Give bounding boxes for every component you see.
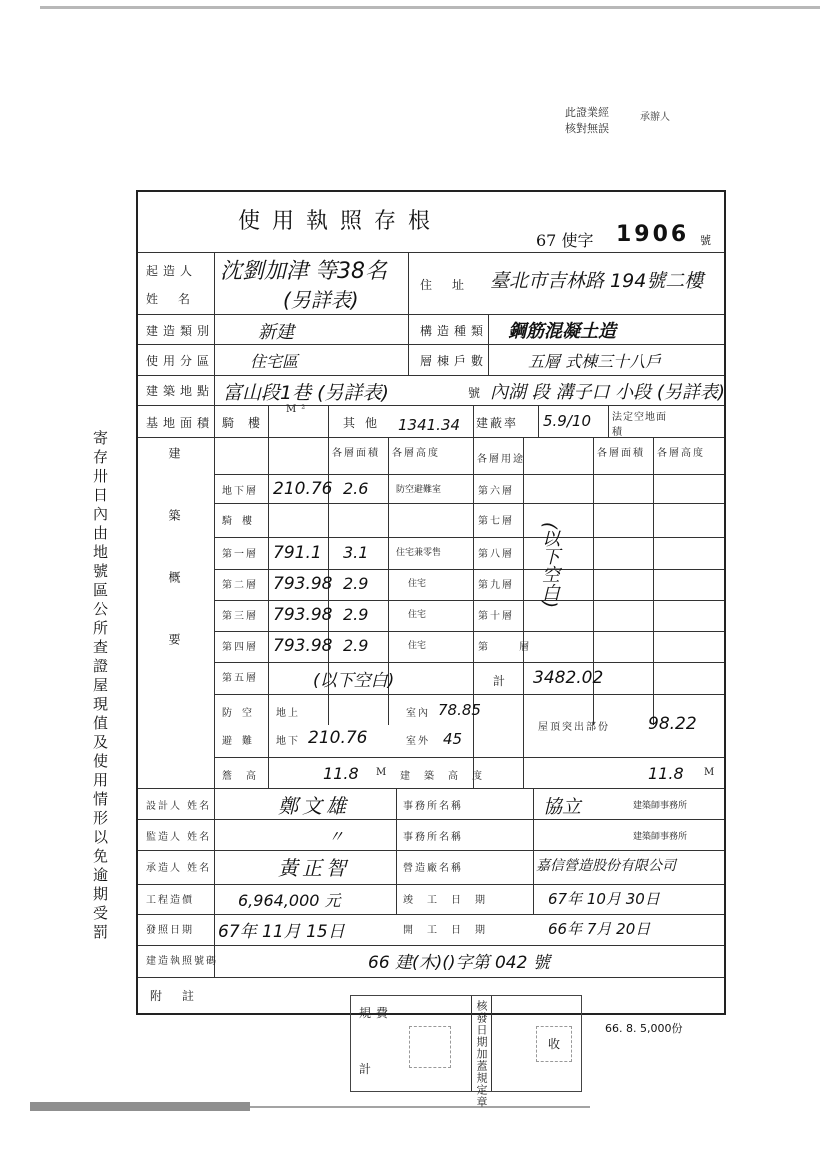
designer-value: 鄭文雄 [278,794,350,818]
floor-0-name: 地下層 [222,486,258,497]
floor-3-area: 793.98 [273,574,333,594]
issue-label: 發照日期 [146,925,194,936]
license-form [136,190,726,1015]
fee-total-label: 計 [359,1062,377,1076]
floor-3-name: 第二層 [222,580,258,591]
floor-5-area: 793.98 [273,636,333,656]
floor-5-name: 第四層 [222,642,258,653]
floor-1-name: 騎樓 [222,516,262,527]
parking-out-value: 45 [443,730,463,748]
coverage-value: 5.9/10 [543,412,591,430]
site-area-label: 基地面積 [146,416,215,430]
height-label: 建築高度 [400,771,496,782]
owner-label-1: 起造人 [146,264,198,278]
firm2-label: 事務所名稱 [403,832,463,843]
print-footer: 66. 8. 5,000份 [605,1022,683,1035]
address-value: 臺北市吉林路 194號二樓 [490,270,704,292]
remark-label: 附註 [150,989,215,1003]
floor-10r-name: 第十層 [478,611,514,622]
parking-in-value: 78.85 [438,701,481,719]
roof-value: 98.22 [648,714,697,734]
contractor-value: 黃正智 [278,856,350,880]
floor-0-use: 防空避難室 [396,485,442,495]
roof-label: 屋頂突出部份 [538,722,610,733]
floor-4-height: 2.9 [343,605,369,624]
seal-square [409,1026,451,1068]
structure-label: 建造類別 [146,324,215,338]
scan-noise-top [40,6,820,9]
floor-3-use: 住宅 [408,579,427,589]
site-value: 富山段1巷 (另詳表) [223,382,389,404]
firm-value: 協立 [543,796,582,818]
total-label: 計 [493,674,511,688]
start-label: 開工日期 [403,925,499,936]
permit-type-value: 鋼筋混凝土造 [508,321,616,342]
supervisor-value: 〃 [328,827,345,846]
shelter-below-value: 210.76 [308,728,368,748]
firm2-note: 建築師事務所 [633,832,688,842]
site-suffix: 號 [468,386,486,400]
col-floor-area: 各層面積 [332,448,380,459]
open-space-label: 法定空地面積 [612,412,667,438]
permit-type-label: 構造種類 [420,324,489,338]
parking-in-label: 室內 [406,708,430,719]
floor-2-use: 住宅兼零售 [396,548,442,558]
floor-4-area: 793.98 [273,605,333,625]
height-unit: M [704,767,717,778]
verification-stamp: 此證業經 核對無誤 [565,106,609,135]
site-area-other-value: 1341.34 [398,416,461,434]
floors-note: (以下空白) [313,671,395,691]
eaves-value: 11.8 [323,764,359,783]
floor-6r-name: 第六層 [478,486,514,497]
floor-2-area: 791.1 [273,543,322,563]
m2-unit-1: M² [286,404,311,415]
firm-label: 事務所名稱 [403,801,463,812]
parking-out-label: 室外 [406,736,430,747]
floor-4-name: 第三層 [222,611,258,622]
col-floor-area-r: 各層面積 [597,448,645,459]
scan-noise-bottom [30,1102,250,1111]
underground-note: (以下空白) [539,522,560,609]
permit-no-label: 建造執照號碼 [146,956,218,967]
col-floor-use: 各層用途 [477,454,525,465]
floor-2-height: 3.1 [343,543,369,562]
complete-value: 67年 10月 30日 [548,890,660,908]
coverage-label: 建蔽率 [476,416,519,430]
stamp-handler: 承辦人 [640,112,670,123]
floor-5-height: 2.9 [343,636,369,655]
use-zone-value: 住宅區 [250,352,299,371]
supervisor-label: 監造人 姓名 [146,832,212,843]
cost-value: 6,964,000 元 [238,891,341,910]
cost-label: 工程造價 [146,895,194,906]
address-label: 住址 [420,278,485,292]
company-label: 營造廠名稱 [403,863,463,874]
site-lot-value: 內湖 段 溝子口 小段 (另詳表) [490,382,725,403]
floor-6-name: 第五層 [222,673,258,684]
building-summary-label: 建築概要 [167,447,181,695]
shelter-above-label: 地上 [276,708,300,719]
shelter-below-label: 地下 [276,736,300,747]
height-value: 11.8 [648,764,684,783]
floors-units-value: 五層 式棟三十八戶 [528,352,662,371]
start-value: 66年 7月 20日 [548,920,651,938]
floor-3-height: 2.9 [343,574,369,593]
eaves-label: 簷高 [222,771,270,782]
issue-stamp-note: 核發日期加蓋規定章 [475,1000,488,1108]
received-stamp: 收 [536,1026,572,1062]
designer-label: 設計人 姓名 [146,801,212,812]
serial-number: 1906 [616,222,690,247]
form-title: 使用執照存根 [238,209,443,234]
col-floor-height: 各層高度 [392,448,440,459]
floor-9r-name: 第九層 [478,580,514,591]
floor-2-name: 第一層 [222,549,258,560]
owner-note: (另詳表) [283,288,359,312]
site-area-arcade-label: 騎樓 [222,416,275,430]
company-value: 嘉信營造股份有限公司 [536,858,676,874]
serial-prefix: 67 使字 [536,231,594,250]
floors-units-label: 層棟戶數 [420,354,489,368]
total-value: 3482.02 [533,668,604,688]
complete-label: 竣工日期 [403,895,499,906]
issue-value: 67年 11月 15日 [218,922,345,942]
floor-0-height: 2.6 [343,479,369,498]
fee-box [350,995,582,1108]
firm-note: 建築師事務所 [633,801,688,811]
fee-label: 規費 [359,1006,394,1020]
structure-value: 新建 [258,322,294,343]
eaves-unit: M [376,767,389,778]
serial-suffix: 號 [700,234,711,247]
floor-0-area: 210.76 [273,479,333,499]
floor-8r-name: 第八層 [478,549,514,560]
floor-4-use: 住宅 [408,610,427,620]
floor-5-use: 住宅 [408,641,427,651]
floor-7r-name: 第七層 [478,516,514,527]
floor-xr-name: 第 層 [478,642,544,653]
scan-noise-line [250,1106,590,1108]
side-note: 寄存卅日內由地號區公所查證屋現值及使用情形以免逾期受罰 [91,430,109,943]
col-floor-height-r: 各層高度 [657,448,705,459]
shelter-label-2: 避難 [222,736,262,747]
contractor-label: 承造人 姓名 [146,863,212,874]
site-label: 建築地點 [146,384,215,398]
use-zone-label: 使用分區 [146,354,215,368]
owner-label-2: 姓名 [146,292,211,306]
owner-name: 沈劉加津 等38名 [220,259,387,284]
permit-no-value: 66 建(木)()字第 042 號 [368,953,550,973]
shelter-label-1: 防空 [222,708,262,719]
site-area-other-label: 其他 [343,416,388,430]
